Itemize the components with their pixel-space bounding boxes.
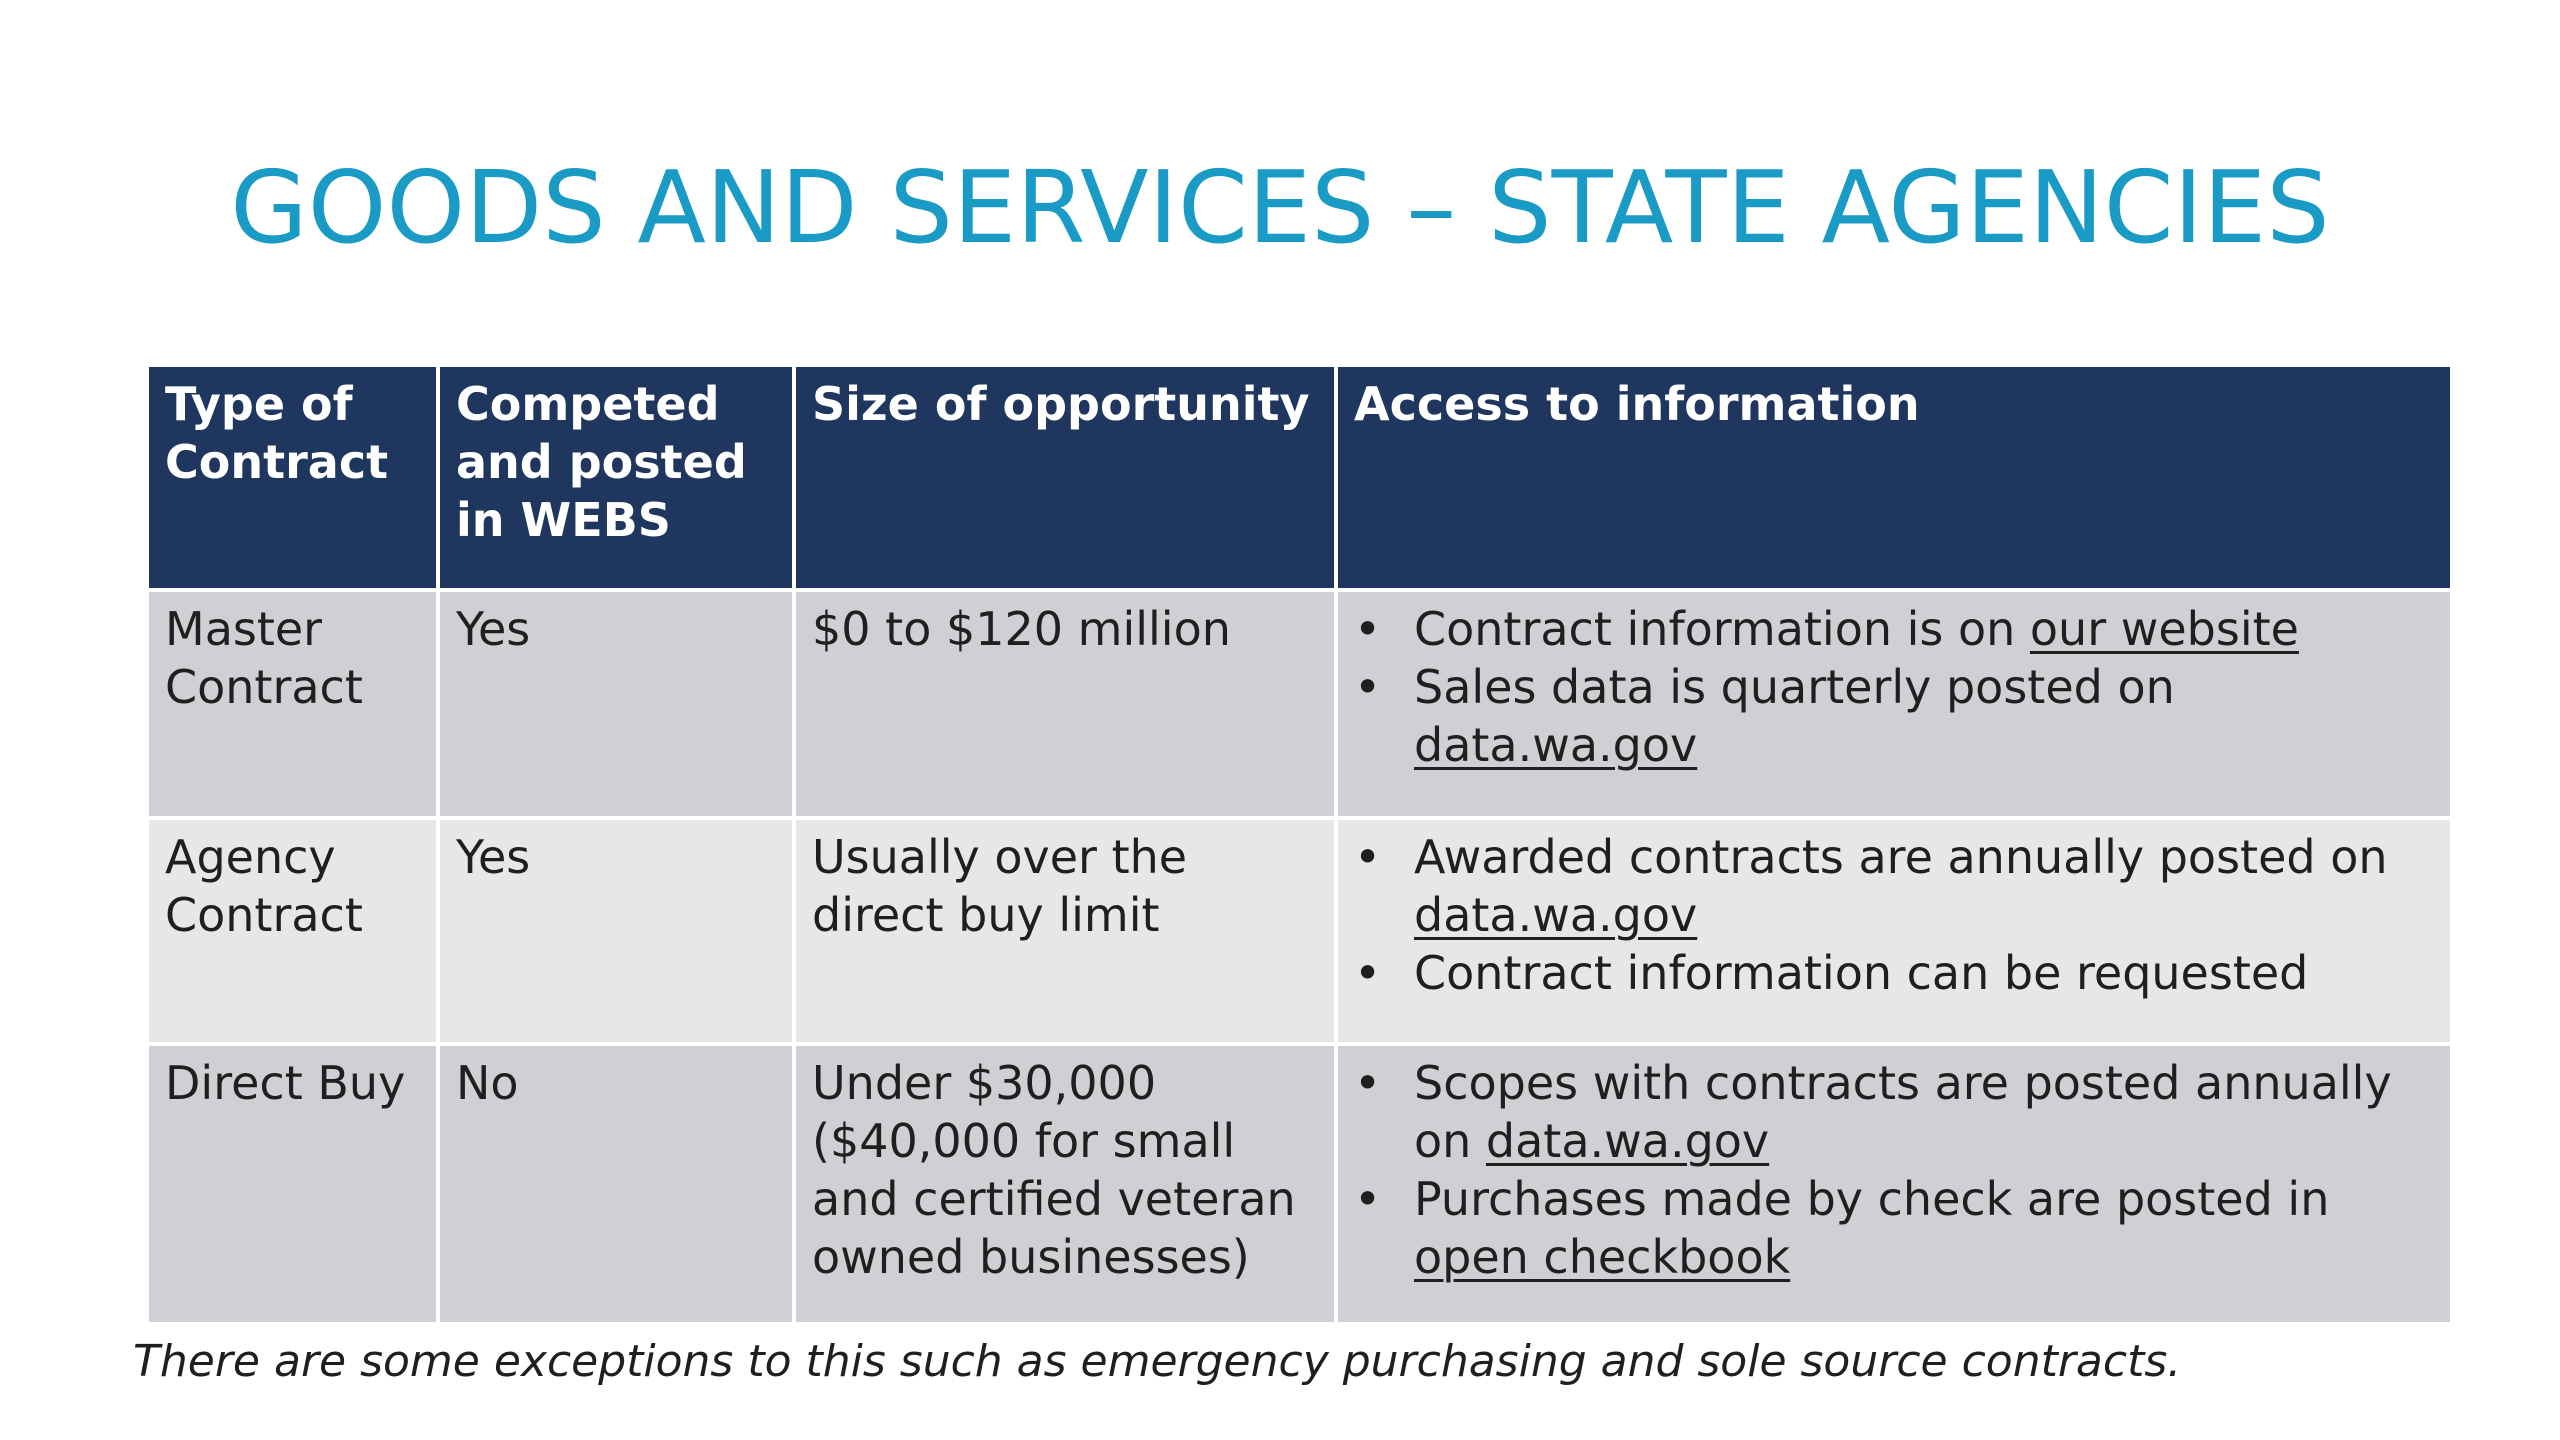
list-item <box>1354 600 2434 658</box>
cell-type: Direct Buy <box>147 1044 438 1324</box>
cell-type: Agency Contract <box>147 818 438 1044</box>
table-row <box>147 818 2452 1044</box>
header-size-of-opportunity: Size of opportunity <box>794 365 1336 590</box>
header-access-to-information: Access to information <box>1336 365 2452 590</box>
open-checkbook-link[interactable]: open checkbook <box>1414 1230 1791 1284</box>
bullet-text: Scopes with contracts are posted annually on <box>1414 1056 2392 1168</box>
header-type-of-contract: Type of Contract <box>147 365 438 590</box>
table-row <box>147 590 2452 818</box>
cell-access <box>1336 590 2452 818</box>
data-wa-gov-link[interactable]: data.wa.gov <box>1414 888 1698 942</box>
cell-size: $0 to $120 million <box>794 590 1336 818</box>
bullet-text: Purchases made by check are posted in <box>1414 1172 2330 1226</box>
bullet-text: Sales data is quarterly posted on <box>1414 660 2175 714</box>
list-item <box>1354 1170 2434 1286</box>
cell-size: Under $30,000 ($40,000 for small and certified veteran owned businesses) <box>794 1044 1336 1324</box>
cell-competed: Yes <box>438 590 794 818</box>
list-item <box>1354 828 2434 944</box>
cell-type: Master Contract <box>147 590 438 818</box>
cell-competed: Yes <box>438 818 794 1044</box>
bullet-text: Contract information is on <box>1414 602 2030 656</box>
cell-access <box>1336 1044 2452 1324</box>
our-website-link[interactable]: our website <box>2029 602 2299 656</box>
data-wa-gov-link[interactable]: data.wa.gov <box>1485 1114 1770 1168</box>
access-list <box>1354 828 2434 1002</box>
list-item <box>1354 1054 2434 1170</box>
data-wa-gov-link[interactable]: data.wa.gov <box>1414 718 1698 772</box>
list-item <box>1354 944 2434 1002</box>
list-item <box>1354 658 2434 774</box>
table-header-row <box>147 365 2452 590</box>
slide-title: GOODS AND SERVICES – STATE AGENCIES <box>230 149 2330 266</box>
bullet-text: Awarded contracts are annually posted on <box>1414 830 2388 884</box>
bullet-text: Contract information can be requested <box>1414 946 2309 1000</box>
table-row <box>147 1044 2452 1324</box>
cell-access <box>1336 818 2452 1044</box>
access-list <box>1354 1054 2434 1286</box>
contracts-table <box>145 363 2454 1326</box>
footnote: There are some exceptions to this such as emergency purchasing and sole source contracts. <box>133 1336 2182 1387</box>
access-list <box>1354 600 2434 774</box>
header-competed-posted: Competed and posted in WEBS <box>438 365 794 590</box>
cell-size: Usually over the direct buy limit <box>794 818 1336 1044</box>
cell-competed: No <box>438 1044 794 1324</box>
